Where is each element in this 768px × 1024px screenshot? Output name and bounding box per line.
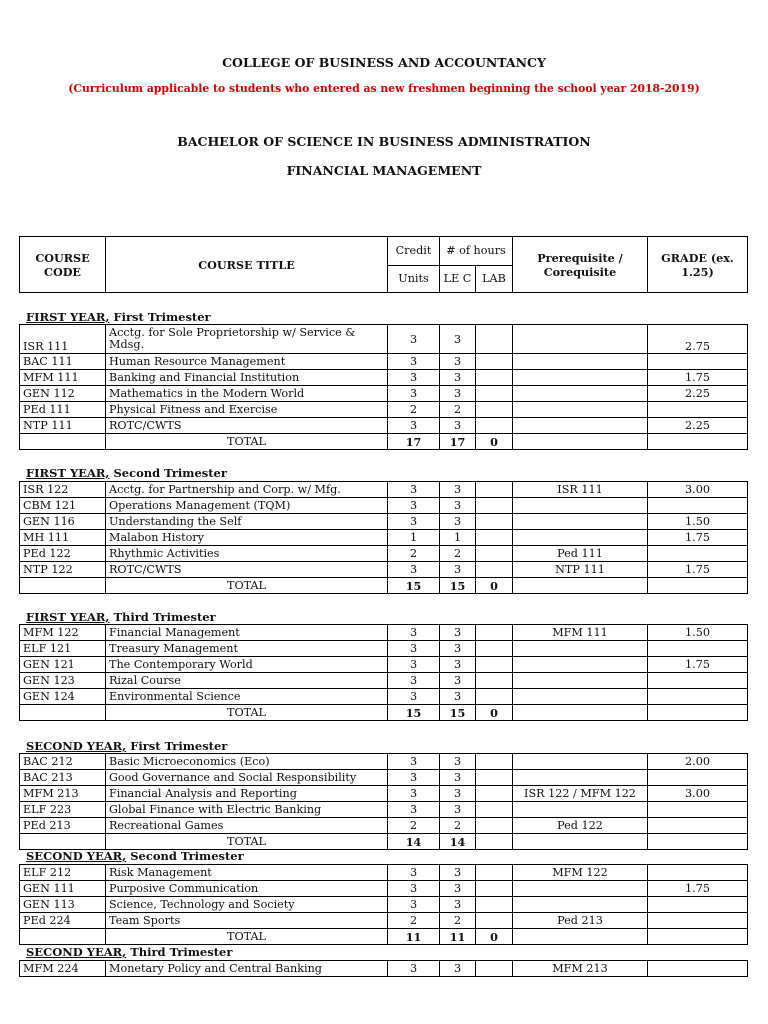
total-label: TOTAL <box>106 705 388 721</box>
course-grade: 1.75 <box>648 530 748 546</box>
section-heading <box>26 610 216 624</box>
course-units: 3 <box>388 514 440 530</box>
total-lab: 0 <box>476 929 513 945</box>
course-grade <box>648 641 748 657</box>
table-row <box>20 641 748 657</box>
course-title: Understanding the Self <box>106 514 388 530</box>
course-title: The Contemporary World <box>106 657 388 673</box>
course-units: 3 <box>388 802 440 818</box>
course-prereq: MFM 213 <box>513 961 648 977</box>
course-prereq <box>513 386 648 402</box>
credit-header: Credit <box>388 237 440 266</box>
total-blank <box>20 705 106 721</box>
course-grade <box>648 961 748 977</box>
course-lab <box>476 402 513 418</box>
course-lab <box>476 961 513 977</box>
course-title-header: COURSE TITLE <box>106 237 388 293</box>
course-lec: 2 <box>440 913 476 929</box>
course-grade <box>648 354 748 370</box>
course-grade <box>648 897 748 913</box>
course-code: GEN 112 <box>20 386 106 402</box>
course-grade <box>648 673 748 689</box>
section-heading <box>26 945 232 959</box>
course-title: Team Sports <box>106 913 388 929</box>
course-prereq <box>513 754 648 770</box>
course-code: GEN 113 <box>20 897 106 913</box>
table-row <box>20 961 748 977</box>
course-code: MFM 122 <box>20 625 106 641</box>
course-lec: 2 <box>440 818 476 834</box>
course-lec: 3 <box>440 673 476 689</box>
table-row <box>20 498 748 514</box>
course-units: 3 <box>388 961 440 977</box>
course-units: 3 <box>388 354 440 370</box>
total-lab: 0 <box>476 434 513 450</box>
curriculum-note: (Curriculum applicable to students who entered as new freshmen beginning the school year 2018-2019) <box>68 82 700 95</box>
prereq-header: Prerequisite / Corequisite <box>513 237 648 293</box>
course-grade <box>648 770 748 786</box>
course-grade: 1.50 <box>648 514 748 530</box>
course-title: Risk Management <box>106 865 388 881</box>
course-grade <box>648 818 748 834</box>
total-units: 17 <box>388 434 440 450</box>
total-row <box>20 929 748 945</box>
course-table <box>19 481 748 594</box>
total-prereq-blank <box>513 578 648 594</box>
course-prereq <box>513 354 648 370</box>
total-lec: 15 <box>440 705 476 721</box>
course-lec: 2 <box>440 402 476 418</box>
course-units: 3 <box>388 641 440 657</box>
total-grade-blank <box>648 434 748 450</box>
course-prereq <box>513 802 648 818</box>
course-prereq <box>513 402 648 418</box>
course-grade <box>648 913 748 929</box>
course-code: ISR 111 <box>20 325 106 354</box>
section-heading <box>26 310 211 324</box>
total-lec: 11 <box>440 929 476 945</box>
course-grade: 1.75 <box>648 657 748 673</box>
section-year: SECOND YEAR, <box>26 945 127 959</box>
course-prereq <box>513 657 648 673</box>
course-code: PEd 224 <box>20 913 106 929</box>
course-code: ISR 122 <box>20 482 106 498</box>
course-units: 3 <box>388 657 440 673</box>
section-year: SECOND YEAR, <box>26 739 127 753</box>
course-grade: 2.00 <box>648 754 748 770</box>
table-row <box>20 482 748 498</box>
course-code: ELF 223 <box>20 802 106 818</box>
course-code: NTP 111 <box>20 418 106 434</box>
course-title: Acctg. for Sole Proprietorship w/ Service & Mdsg. <box>106 325 388 354</box>
course-table <box>19 864 748 945</box>
table-row <box>20 325 748 354</box>
course-lec: 1 <box>440 530 476 546</box>
total-units: 15 <box>388 705 440 721</box>
course-table <box>19 753 748 850</box>
section-term: First Trimester <box>109 310 211 324</box>
course-lab <box>476 562 513 578</box>
course-lab <box>476 370 513 386</box>
course-grade: 1.50 <box>648 625 748 641</box>
table-row <box>20 913 748 929</box>
course-lec: 3 <box>440 754 476 770</box>
course-grade: 2.25 <box>648 386 748 402</box>
section-heading <box>26 466 227 480</box>
total-prereq-blank <box>513 705 648 721</box>
total-blank <box>20 929 106 945</box>
course-title: Treasury Management <box>106 641 388 657</box>
course-units: 3 <box>388 418 440 434</box>
table-row <box>20 881 748 897</box>
course-prereq: MFM 111 <box>513 625 648 641</box>
course-lec: 3 <box>440 961 476 977</box>
course-lec: 3 <box>440 770 476 786</box>
table-row <box>20 673 748 689</box>
hours-header: # of hours <box>440 237 513 266</box>
course-units: 3 <box>388 625 440 641</box>
table-row <box>20 402 748 418</box>
course-lec: 3 <box>440 689 476 705</box>
course-grade: 1.75 <box>648 370 748 386</box>
total-blank <box>20 834 106 850</box>
course-prereq <box>513 689 648 705</box>
course-prereq: ISR 122 / MFM 122 <box>513 786 648 802</box>
section-heading <box>26 739 227 753</box>
course-grade: 1.75 <box>648 562 748 578</box>
course-lab <box>476 689 513 705</box>
course-lec: 3 <box>440 897 476 913</box>
course-grade: 3.00 <box>648 786 748 802</box>
course-lec: 3 <box>440 625 476 641</box>
total-lab: 0 <box>476 705 513 721</box>
course-title: Mathematics in the Modern World <box>106 386 388 402</box>
course-lab <box>476 546 513 562</box>
lab-header: LAB <box>476 266 513 293</box>
course-lab <box>476 386 513 402</box>
section-term: Second Trimester <box>126 849 244 863</box>
course-title: Basic Microeconomics (Eco) <box>106 754 388 770</box>
course-title: ROTC/CWTS <box>106 562 388 578</box>
total-lab: 0 <box>476 578 513 594</box>
course-code: NTP 122 <box>20 562 106 578</box>
course-title: Financial Analysis and Reporting <box>106 786 388 802</box>
total-label: TOTAL <box>106 578 388 594</box>
course-lec: 3 <box>440 562 476 578</box>
course-lec: 3 <box>440 498 476 514</box>
table-row <box>20 897 748 913</box>
course-units: 2 <box>388 913 440 929</box>
course-prereq <box>513 418 648 434</box>
course-title: Monetary Policy and Central Banking <box>106 961 388 977</box>
table-row <box>20 562 748 578</box>
section-heading <box>26 849 244 863</box>
course-lab <box>476 641 513 657</box>
course-units: 3 <box>388 689 440 705</box>
course-units: 3 <box>388 325 440 354</box>
course-title: Environmental Science <box>106 689 388 705</box>
course-lab <box>476 865 513 881</box>
section-year: FIRST YEAR, <box>26 466 110 480</box>
total-units: 14 <box>388 834 440 850</box>
section-term: First Trimester <box>126 739 228 753</box>
course-units: 3 <box>388 562 440 578</box>
course-lec: 3 <box>440 418 476 434</box>
course-title: Operations Management (TQM) <box>106 498 388 514</box>
table-row <box>20 354 748 370</box>
section-year: SECOND YEAR, <box>26 849 127 863</box>
section-term: Third Trimester <box>126 945 233 959</box>
course-code: BAC 213 <box>20 770 106 786</box>
course-lec: 3 <box>440 881 476 897</box>
course-title: Rhythmic Activities <box>106 546 388 562</box>
course-prereq: NTP 111 <box>513 562 648 578</box>
course-lab <box>476 673 513 689</box>
total-prereq-blank <box>513 929 648 945</box>
course-units: 3 <box>388 754 440 770</box>
course-prereq <box>513 881 648 897</box>
total-lec: 15 <box>440 578 476 594</box>
course-grade <box>648 546 748 562</box>
table-row <box>20 865 748 881</box>
course-prereq <box>513 514 648 530</box>
program-title: BACHELOR OF SCIENCE IN BUSINESS ADMINISTRATION <box>177 134 591 149</box>
course-prereq <box>513 370 648 386</box>
course-title: Banking and Financial Institution <box>106 370 388 386</box>
course-title: Global Finance with Electric Banking <box>106 802 388 818</box>
course-prereq <box>513 325 648 354</box>
course-lab <box>476 881 513 897</box>
table-row <box>20 689 748 705</box>
course-title: Good Governance and Social Responsibility <box>106 770 388 786</box>
total-row <box>20 834 748 850</box>
total-blank <box>20 578 106 594</box>
table-row <box>20 657 748 673</box>
major-title: FINANCIAL MANAGEMENT <box>286 163 482 178</box>
course-table <box>19 960 748 977</box>
course-prereq <box>513 530 648 546</box>
course-code: PEd 122 <box>20 546 106 562</box>
course-units: 2 <box>388 818 440 834</box>
course-grade <box>648 498 748 514</box>
course-grade: 2.25 <box>648 418 748 434</box>
course-units: 3 <box>388 897 440 913</box>
course-grade: 1.75 <box>648 881 748 897</box>
table-row <box>20 530 748 546</box>
course-code: MFM 224 <box>20 961 106 977</box>
course-code: GEN 124 <box>20 689 106 705</box>
course-units: 3 <box>388 770 440 786</box>
course-code: CBM 121 <box>20 498 106 514</box>
course-table <box>19 624 748 721</box>
course-units: 1 <box>388 530 440 546</box>
course-title: Physical Fitness and Exercise <box>106 402 388 418</box>
section-term: Second Trimester <box>109 466 227 480</box>
course-lab <box>476 514 513 530</box>
table-row <box>20 514 748 530</box>
course-title: Malabon History <box>106 530 388 546</box>
course-prereq: Ped 122 <box>513 818 648 834</box>
course-code: GEN 116 <box>20 514 106 530</box>
course-prereq: Ped 111 <box>513 546 648 562</box>
course-lab <box>476 913 513 929</box>
course-grade <box>648 802 748 818</box>
course-units: 3 <box>388 673 440 689</box>
course-lab <box>476 530 513 546</box>
course-lec: 3 <box>440 802 476 818</box>
course-grade <box>648 865 748 881</box>
course-lab <box>476 786 513 802</box>
course-lab <box>476 354 513 370</box>
course-code: MH 111 <box>20 530 106 546</box>
course-title: Financial Management <box>106 625 388 641</box>
course-lec: 3 <box>440 786 476 802</box>
total-label: TOTAL <box>106 929 388 945</box>
course-prereq: MFM 122 <box>513 865 648 881</box>
course-prereq <box>513 641 648 657</box>
course-lab <box>476 482 513 498</box>
course-units: 3 <box>388 482 440 498</box>
table-row <box>20 754 748 770</box>
course-lec: 3 <box>440 482 476 498</box>
total-grade-blank <box>648 705 748 721</box>
course-lec: 3 <box>440 514 476 530</box>
course-prereq <box>513 498 648 514</box>
lec-header: LE C <box>440 266 476 293</box>
course-prereq: Ped 213 <box>513 913 648 929</box>
course-lab <box>476 770 513 786</box>
table-row <box>20 786 748 802</box>
course-lec: 3 <box>440 641 476 657</box>
total-prereq-blank <box>513 434 648 450</box>
total-units: 15 <box>388 578 440 594</box>
total-row <box>20 705 748 721</box>
total-label: TOTAL <box>106 834 388 850</box>
course-prereq: ISR 111 <box>513 482 648 498</box>
course-lec: 3 <box>440 657 476 673</box>
table-row <box>20 546 748 562</box>
course-prereq <box>513 897 648 913</box>
total-units: 11 <box>388 929 440 945</box>
course-lab <box>476 754 513 770</box>
curriculum-header-table <box>19 236 748 293</box>
course-title: Acctg. for Partnership and Corp. w/ Mfg. <box>106 482 388 498</box>
course-title: Science, Technology and Society <box>106 897 388 913</box>
course-units: 3 <box>388 370 440 386</box>
total-row <box>20 578 748 594</box>
course-units: 3 <box>388 498 440 514</box>
total-blank <box>20 434 106 450</box>
course-lab <box>476 325 513 354</box>
total-row <box>20 434 748 450</box>
course-code: ELF 121 <box>20 641 106 657</box>
course-code: PEd 213 <box>20 818 106 834</box>
course-units: 3 <box>388 881 440 897</box>
section-term: Third Trimester <box>109 610 216 624</box>
course-units: 3 <box>388 386 440 402</box>
table-row <box>20 370 748 386</box>
course-units: 2 <box>388 546 440 562</box>
course-lec: 3 <box>440 386 476 402</box>
course-code: ELF 212 <box>20 865 106 881</box>
course-code: BAC 111 <box>20 354 106 370</box>
course-code: MFM 213 <box>20 786 106 802</box>
course-prereq <box>513 770 648 786</box>
course-code: GEN 111 <box>20 881 106 897</box>
grade-header: GRADE (ex. 1.25) <box>648 237 748 293</box>
course-lab <box>476 625 513 641</box>
total-grade-blank <box>648 929 748 945</box>
course-lec: 2 <box>440 546 476 562</box>
course-title: Human Resource Management <box>106 354 388 370</box>
course-table <box>19 324 748 450</box>
table-row <box>20 625 748 641</box>
course-code: GEN 123 <box>20 673 106 689</box>
course-lab <box>476 498 513 514</box>
course-lec: 3 <box>440 865 476 881</box>
course-grade: 3.00 <box>648 482 748 498</box>
section-year: FIRST YEAR, <box>26 610 110 624</box>
table-row <box>20 818 748 834</box>
units-header: Units <box>388 266 440 293</box>
total-grade-blank <box>648 834 748 850</box>
course-lab <box>476 802 513 818</box>
course-units: 2 <box>388 402 440 418</box>
course-title: Recreational Games <box>106 818 388 834</box>
course-code: MFM 111 <box>20 370 106 386</box>
course-lec: 3 <box>440 370 476 386</box>
course-units: 3 <box>388 786 440 802</box>
section-year: FIRST YEAR, <box>26 310 110 324</box>
total-lec: 17 <box>440 434 476 450</box>
table-row <box>20 802 748 818</box>
course-units: 3 <box>388 865 440 881</box>
total-lec: 14 <box>440 834 476 850</box>
course-code: PEd 111 <box>20 402 106 418</box>
course-code-header: COURSE CODE <box>20 237 106 293</box>
course-lab <box>476 818 513 834</box>
table-row <box>20 418 748 434</box>
course-code: BAC 212 <box>20 754 106 770</box>
course-lab <box>476 897 513 913</box>
total-prereq-blank <box>513 834 648 850</box>
total-label: TOTAL <box>106 434 388 450</box>
course-title: Purposive Communication <box>106 881 388 897</box>
course-prereq <box>513 673 648 689</box>
total-lab <box>476 834 513 850</box>
course-grade <box>648 402 748 418</box>
total-grade-blank <box>648 578 748 594</box>
course-grade <box>648 689 748 705</box>
course-code: GEN 121 <box>20 657 106 673</box>
course-title: ROTC/CWTS <box>106 418 388 434</box>
course-title: Rizal Course <box>106 673 388 689</box>
course-lec: 3 <box>440 325 476 354</box>
course-lab <box>476 657 513 673</box>
course-lec: 3 <box>440 354 476 370</box>
college-title: COLLEGE OF BUSINESS AND ACCOUNTANCY <box>222 55 546 70</box>
table-row <box>20 770 748 786</box>
course-grade: 2.75 <box>648 325 748 354</box>
table-row <box>20 386 748 402</box>
course-lab <box>476 418 513 434</box>
